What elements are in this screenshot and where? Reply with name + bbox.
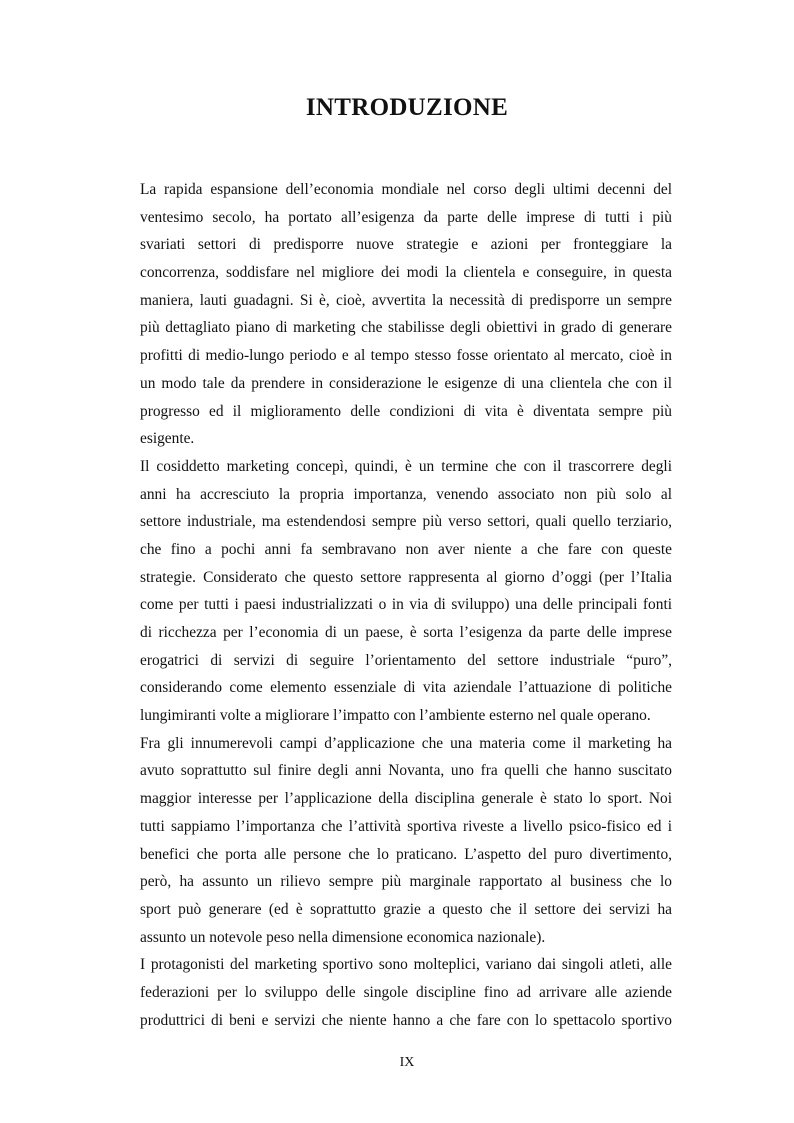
text-line: più dettagliato piano di marketing che stabilisse degli obiettivi in grado di generare [140, 319, 672, 337]
text-line: Fra gli innumerevoli campi d’applicazione che una materia come il marketing ha [140, 734, 672, 752]
text-line: settore industriale, ma estendendosi sempre più verso settori, quali quello terziario, [140, 513, 672, 531]
text-line: federazioni per lo sviluppo delle singole discipline fino ad arrivare alle aziende [140, 983, 672, 1001]
text-line: considerando come elemento essenziale di vita aziendale l’attuazione di politiche [140, 679, 672, 697]
text-line: svariati settori di predisporre nuove strategie e azioni per fronteggiare la [140, 236, 672, 254]
text-line: lungimiranti volte a migliorare l’impatto con l’ambiente esterno nel quale operano. [140, 707, 651, 725]
text-line: profitti di medio-lungo periodo e al tempo stesso fosse orientato al mercato, cioè in [140, 347, 672, 365]
text-line: concorrenza, soddisfare nel migliore dei modi la clientela e conseguire, in questa [140, 264, 672, 282]
text-line: progresso ed il miglioramento delle condizioni di vita è diventata sempre più [140, 402, 672, 420]
text-line: La rapida espansione dell’economia mondiale nel corso degli ultimi decenni del [140, 181, 672, 198]
text-line: Il cosiddetto marketing concepì, quindi, è un termine che con il trascorrere degli [140, 457, 672, 475]
text-line: assunto un notevole peso nella dimensione economica nazionale). [140, 928, 546, 946]
text-line: avuto soprattutto sul finire degli anni Novanta, uno fra quelli che hanno suscitato [140, 762, 672, 780]
text-line: di ricchezza per l’economia di un paese, è sorta l’esigenza da parte delle imprese [140, 624, 672, 641]
text-line: maniera, lauti guadagni. Si è, cioè, avvertita la necessità di predisporre un sempre [140, 291, 672, 309]
text-line: erogatrici di servizi di seguire l’orientamento del settore industriale “puro”, [140, 651, 672, 669]
text-line: però, ha assunto un rilievo sempre più marginale rapportato al business che lo [140, 873, 672, 891]
text-line: tutti sappiamo l’importanza che l’attività sportiva riveste a livello psico-fisico ed i [140, 817, 672, 835]
text-line: un modo tale da prendere in considerazione le esigenze di una clientela che con il [140, 374, 672, 392]
text-line: benefici che porta alle persone che lo praticano. L’aspetto del puro divertimento, [140, 845, 672, 863]
text-line: maggior interesse per l’applicazione della disciplina generale è stato lo sport. Noi [140, 790, 672, 808]
body-text [140, 176, 672, 1034]
text-line: ventesimo secolo, ha portato all’esigenza da parte delle imprese di tutti i più [140, 208, 672, 226]
page-number: IX [399, 1055, 415, 1070]
text-line: esigente. [140, 430, 195, 448]
text-line: sport può generare (ed è soprattutto grazie a questo che il settore dei servizi ha [140, 900, 672, 918]
text-line: come per tutti i paesi industrializzati o in via di sviluppo) una delle principali fonti [140, 596, 672, 614]
text-line: I protagonisti del marketing sportivo sono molteplici, variano dai singoli atleti, alle [140, 956, 672, 974]
text-line: produttrici di beni e servizi che niente hanno a che fare con lo spettacolo sportivo [140, 1011, 672, 1029]
page-title: INTRODUZIONE [305, 94, 509, 121]
text-line: che fino a pochi anni fa sembravano non aver niente a che fare con queste [140, 540, 672, 558]
text-line: anni ha accresciuto la propria importanza, venendo associato non più solo al [140, 485, 672, 503]
text-line: strategie. Considerato che questo settore rappresenta al giorno d’oggi (per l’Italia [140, 568, 672, 586]
